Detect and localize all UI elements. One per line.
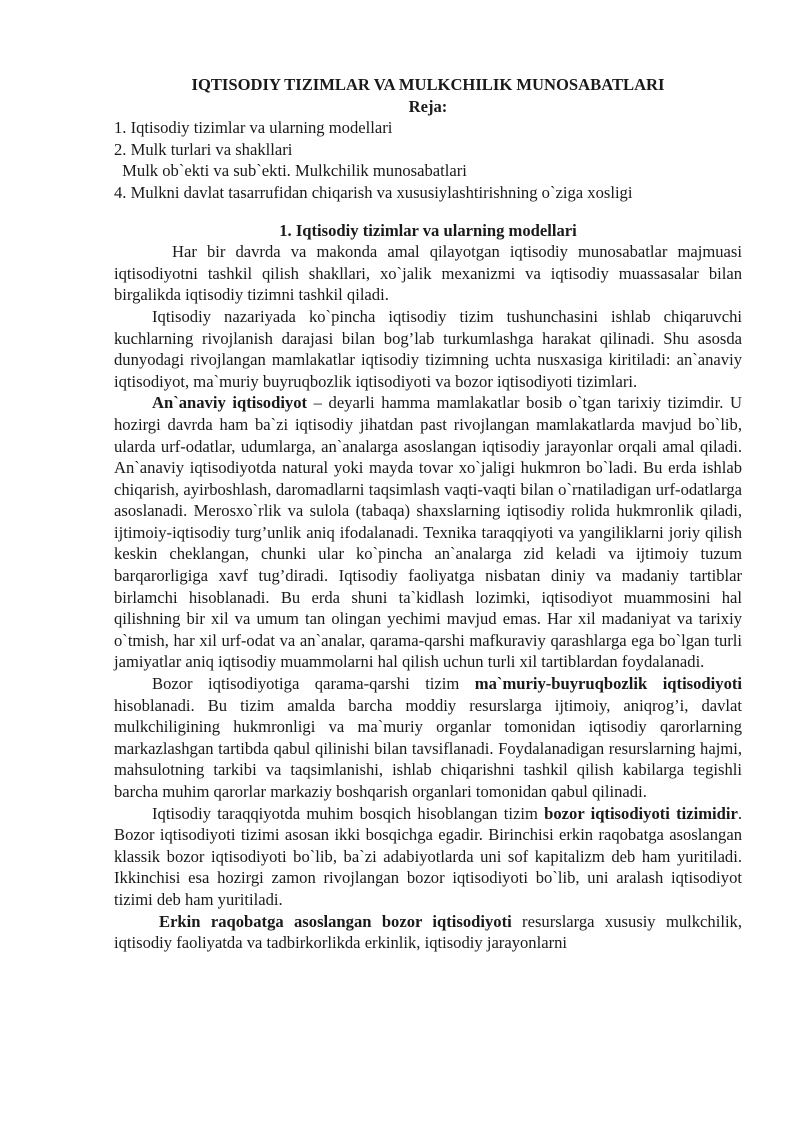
plan-item-3: Mulk ob`ekti va sub`ekti. Mulkchilik munosabatlari [118, 161, 467, 181]
paragraph-3 [114, 392, 742, 673]
paragraph-4 [114, 673, 742, 803]
plan-list [114, 117, 742, 203]
paragraph-1: Har bir davrda va makonda amal qilayotgan iqtisodiy munosabatlar majmuasi iqtisodiyotni tashkil qilish shakllari, xo`jalik mexanizmi va iqtisodiy muassasalar bilan birgalikda iqtisodiy tizimni tashkil qiladi. [114, 242, 742, 305]
paragraph-5-start: Iqtisodiy taraqqiyotda muhim bosqich hisoblangan tizim [152, 803, 545, 823]
paragraph-4-start: Bozor iqtisodiyotiga qarama-qarshi tizim [152, 674, 475, 694]
paragraph-4-text: hisoblanadi. Bu tizim amalda barcha moddiy resurslarga ijtimoiy, aniqrog’i, davlat mulkchiligining hukmronligi va ma`muriy organlar tomonidan iqtisodiy qarorlarning markazlashgan tartibda qabul qilinishi bilan tavsiflanadi. Foydalanadigan resurslarning hajmi, mahsulotning tarkibi va taqsimlanishi, ishlab chiqarishni tashkil qilish kabilarga tegishli barcha muhim qarorlar markaziy boshqarish organlari tomonidan qabul qilinadi. [114, 695, 742, 801]
paragraph-6-text: resurslarga xususiy mulkchilik, iqtisodiy faoliyatda va tadbirkorlikda erkinlik, iqtisodiy jarayonlarni [114, 911, 742, 953]
paragraph-2: Iqtisodiy nazariyada ko`pincha iqtisodiy tizim tushunchasini ishlab chiqaruvchi kuchlarning rivojlanish darajasi bilan bog’lab turkumlashga harakat qilinadi. Shu asosda dunyodagi rivojlangan mamlakatlar iqtisodiy tizimning uchta nusxasiga kiritiladi: an`anaviy iqtisodiyot, ma`muriy buyruqbozlik iqtisodiyoti va bozor iqtisodiyoti tizimlari. [114, 306, 742, 391]
paragraph-6 [114, 911, 742, 954]
paragraph-3-text: – deyarli hamma mamlakatlar bosib o`tgan tarixiy tizimdir. U hozirgi davrda ham ba`zi iqtisodiy jihatdan past rivojlangan mamlakatlarda mavjud bo`lib, ularda urf-odatlar, udumlarga, an`analarga asoslangan iqtisodiy jarayonlar orqali amal qiladi. An`anaviy iqtisodiyotda natural yoki mayda tovar xo`jaligi hukmron bo`ladi. Bu erda ishlab chiqarish, ayirboshlash, daromadlarni taqsimlash vaqti-vaqti bilan o`rnatiladigan urf-odatlarga asoslanadi. Merosxo`rlik va sulola (tabaqa) shaxslarning iqtisodiy rolida hukmronlik qiladi, ijtimoiy-iqtisodiy turg’unlik aniq ifodalanadi. Texnika taraqqiyoti va yangiliklarni joriy qilish keskin cheklangan, chunki ular ko`pincha an`analarga zid keladi va ijtimoiy tuzum barqarorligiga xavf tug’diradi. Iqtisodiy faoliyatga nisbatan diniy va madaniy tartiblar birlamchi hisoblanadi. Bu erda shuni ta`kidlash lozimki, iqtisodiyot muammosini hal qilishning bir xil va umum tan olingan yechimi mavjud emas. Har xil madaniyat va tarixiy o`tmish, har xil urf-odat va an`analar, qarama-qarshi mafkuraviy qarashlarga ega bo`lgan turli jamiyatlar aniq iqtisodiy muammolarni hal qilish uchun turli xil tartiblardan foydalanadi. [114, 393, 742, 672]
plan-item-2: 2. Mulk turlari va shakllari [114, 139, 293, 159]
document-title: IQTISODIY TIZIMLAR VA MULKCHILIK MUNOSABATLARI [191, 75, 665, 94]
term-traditional-economy: An`anaviy iqtisodiyot [152, 393, 308, 413]
term-market-economy: bozor iqtisodiyoti tizimidir [544, 803, 738, 823]
plan-heading: Reja: [408, 96, 448, 116]
plan-item-1: 1. Iqtisodiy tizimlar va ularning modellari [114, 118, 393, 138]
section-heading: 1. Iqtisodiy tizimlar va ularning modellari [279, 220, 577, 240]
term-free-competition-market: Erkin raqobatga asoslangan bozor iqtisodiyoti [159, 911, 512, 931]
paragraph-5 [114, 803, 742, 911]
term-command-economy: ma`muriy-buyruqbozlik iqtisodiyoti [474, 674, 742, 694]
plan-item-4: 4. Mulkni davlat tasarrufidan chiqarish va xususiylashtirishning o`ziga xosligi [114, 182, 633, 202]
paragraph-5-text: . Bozor iqtisodiyoti tizimi asosan ikki bosqichga egadir. Birinchisi erkin raqobatga asoslangan klassik bozor iqtisodiyoti bo`lib, ba`zi adabiyotlarda uni sof kapitalizm deb ham yuritiladi. Ikkinchisi esa hozirgi zamon rivojlangan bozor iqtisodiyoti bo`lib, uni aralash iqtisodiyot tizimi deb ham yuritiladi. [114, 803, 742, 909]
